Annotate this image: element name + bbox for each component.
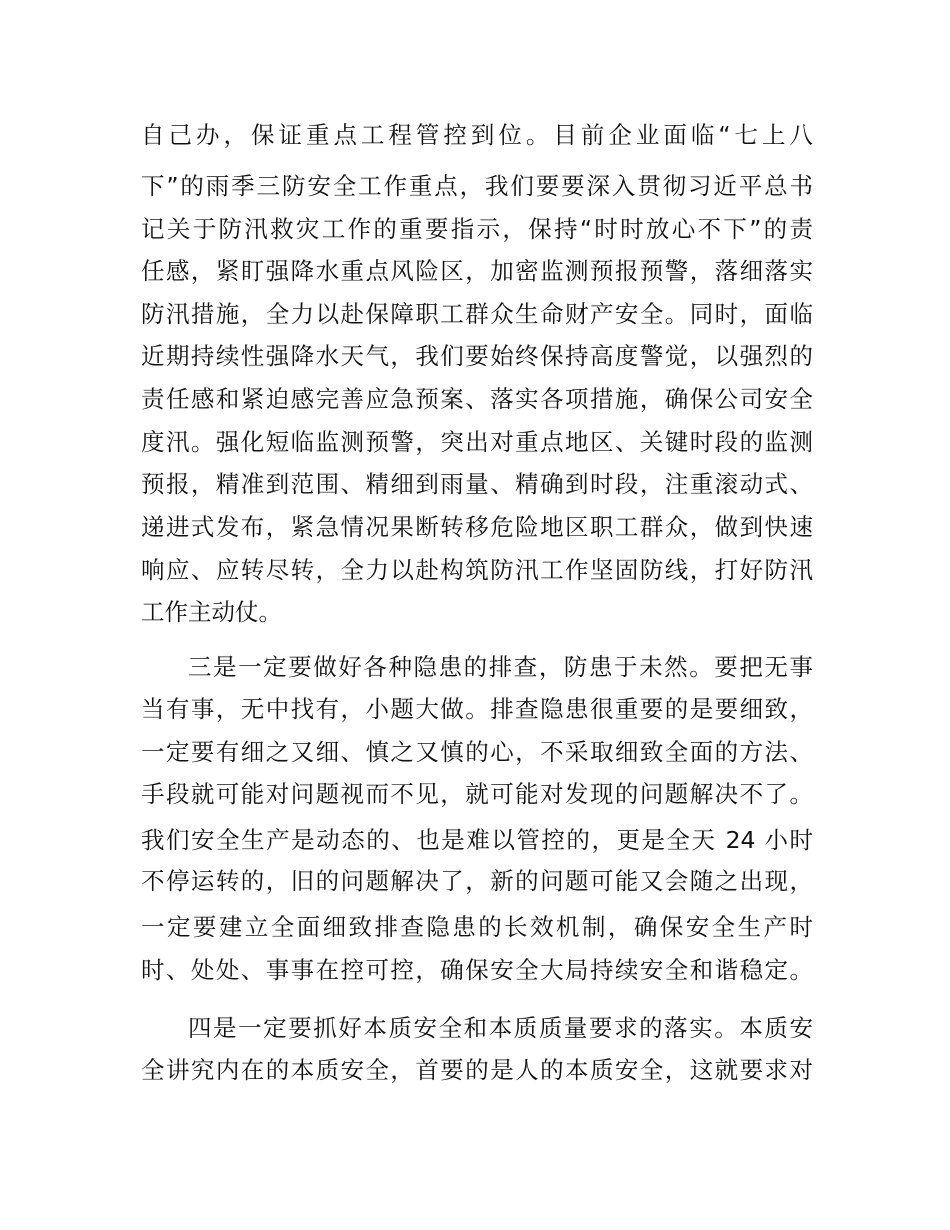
text-line: 下”的雨季三防安全工作重点，我们要要深入贯彻习近平总书 bbox=[141, 172, 813, 200]
text-line: 一定要有细之又细、慎之又慎的心，不采取细致全面的方法、 bbox=[141, 738, 813, 766]
text-line: 预报，精准到范围、精细到雨量、精确到时段，注重滚动式、 bbox=[141, 470, 813, 498]
text-line: 时、处处、事事在控可控，确保安全大局持续安全和谐稳定。 bbox=[141, 956, 813, 984]
text-line: 不停运转的，旧的问题解决了，新的问题可能又会随之出现， bbox=[141, 867, 813, 895]
text-line: 工作主动仗。 bbox=[141, 598, 282, 626]
text-line: 记关于防汛救灾工作的重要指示，保持“时时放心不下”的责 bbox=[141, 215, 813, 243]
text-line: 一定要建立全面细致排查隐患的长效机制，确保安全生产时 bbox=[141, 913, 813, 941]
text-line: 手段就可能对问题视而不见，就可能对发现的问题解决不了。 bbox=[141, 780, 813, 808]
text-line: 四是一定要抓好本质安全和本质质量要求的落实。本质安 bbox=[188, 1014, 813, 1042]
text-line: 全讲究内在的本质安全，首要的是人的本质安全，这就要求对 bbox=[141, 1056, 813, 1084]
text-line: 自己办，保证重点工程管控到位。目前企业面临“七上八 bbox=[141, 121, 813, 149]
text-line: 我们安全生产是动态的、也是难以管控的，更是全天 24 小时 bbox=[141, 826, 813, 854]
text-line: 三是一定要做好各种隐患的排查，防患于未然。要把无事 bbox=[188, 653, 813, 681]
text-line: 响应、应转尽转，全力以赴构筑防汛工作坚固防线，打好防汛 bbox=[141, 556, 813, 584]
text-line: 责任感和紧迫感完善应急预案、落实各项措施，确保公司安全 bbox=[141, 385, 813, 413]
text-line: 任感，紧盯强降水重点风险区，加密监测预报预警，落细落实 bbox=[141, 257, 813, 285]
text-line: 当有事，无中找有，小题大做。排查隐患很重要的是要细致， bbox=[141, 695, 813, 723]
text-line: 防汛措施，全力以赴保障职工群众生命财产安全。同时，面临 bbox=[141, 300, 813, 328]
text-line: 近期持续性强降水天气，我们要始终保持高度警觉，以强烈的 bbox=[141, 342, 813, 370]
text-line: 度汛。强化短临监测预警，突出对重点地区、关键时段的监测 bbox=[141, 428, 813, 456]
text-line: 递进式发布，紧急情况果断转移危险地区职工群众，做到快速 bbox=[141, 513, 813, 541]
